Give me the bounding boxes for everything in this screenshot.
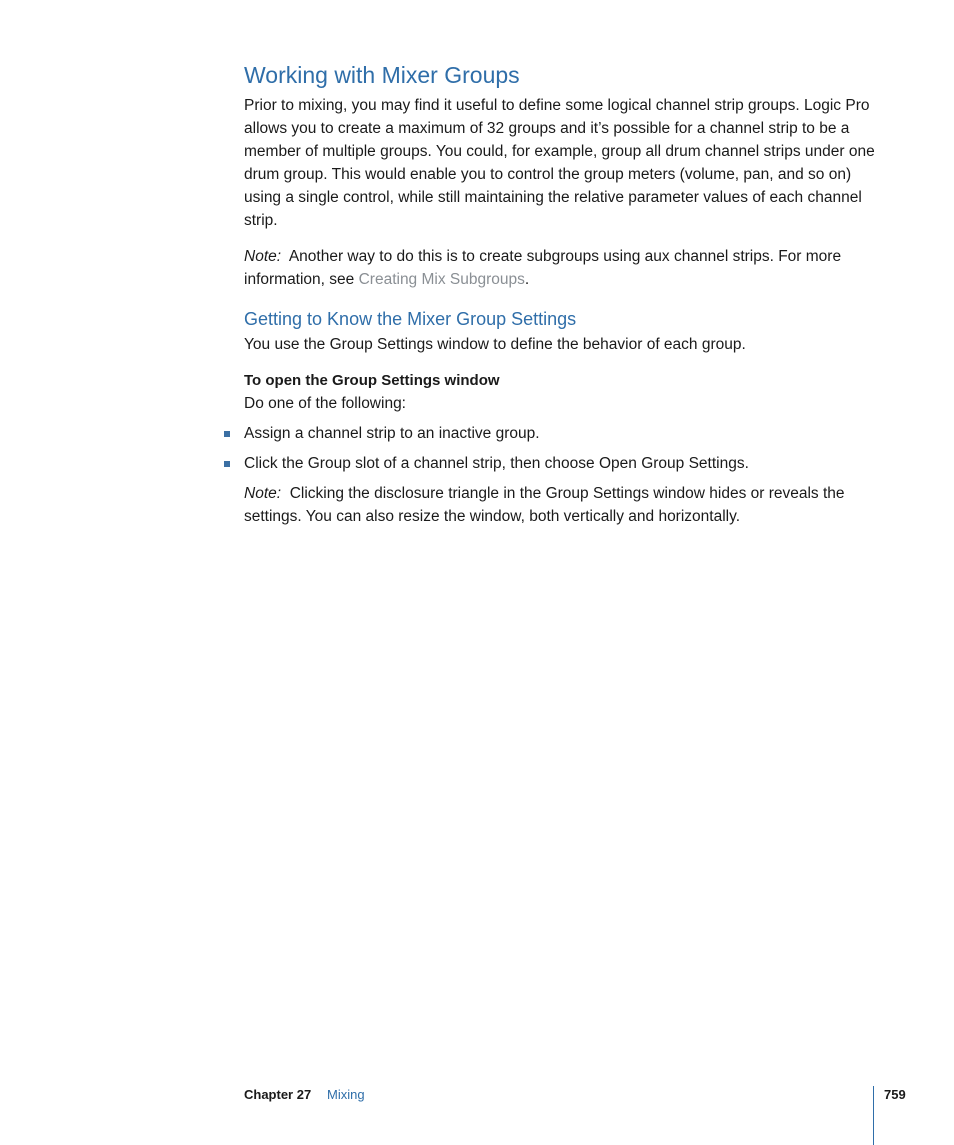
- note-label: Note:: [244, 485, 282, 502]
- list-item-text: Assign a channel strip to an inactive group.: [244, 425, 540, 442]
- procedure-list: [244, 422, 876, 475]
- section-intro: Prior to mixing, you may find it useful to define some logical channel strip groups. Logic Pro allows you to create a maximum of 32 groups and it’s possible for a channel strip to be a member of multiple groups. You could, for example, group all drum channel strips under one drum group. This would enable you to control the group meters (volume, pan, and so on) using a single control, while still maintaining the relative parameter values of each channel strip.: [244, 97, 875, 229]
- note-text-end: .: [524, 271, 530, 288]
- page-number: 759: [884, 1087, 906, 1102]
- note-label: Note:: [244, 248, 282, 265]
- list-item: [244, 452, 876, 475]
- list-item-text: Click the Group slot of a channel strip, then choose Open Group Settings.: [244, 455, 749, 472]
- note-paragraph: [244, 245, 876, 291]
- square-bullet-icon: [224, 431, 230, 437]
- square-bullet-icon: [224, 461, 230, 467]
- list-item: [244, 422, 876, 445]
- subsection-title: Getting to Know the Mixer Group Settings: [244, 309, 577, 329]
- footer-divider: [873, 1086, 874, 1145]
- creating-mix-subgroups-link[interactable]: Creating Mix Subgroups: [358, 271, 525, 288]
- note-text: Clicking the disclosure triangle in the Group Settings window hides or reveals the settings. You can also resize the window, both vertically and horizontally.: [244, 485, 845, 525]
- section-title: Working with Mixer Groups: [244, 62, 520, 88]
- page-content: [244, 58, 876, 528]
- subsection-intro: You use the Group Settings window to define the behavior of each group.: [244, 336, 746, 353]
- footer-chapter: Chapter 27: [244, 1087, 312, 1102]
- footer-section-link[interactable]: Mixing: [327, 1087, 365, 1102]
- note-paragraph-2: [244, 482, 876, 528]
- procedure-heading: To open the Group Settings window: [244, 372, 500, 389]
- procedure-lead: Do one of the following:: [244, 395, 406, 412]
- note-text: Another way to do this is to create subgroups using aux channel strips. For more information, see: [244, 248, 842, 288]
